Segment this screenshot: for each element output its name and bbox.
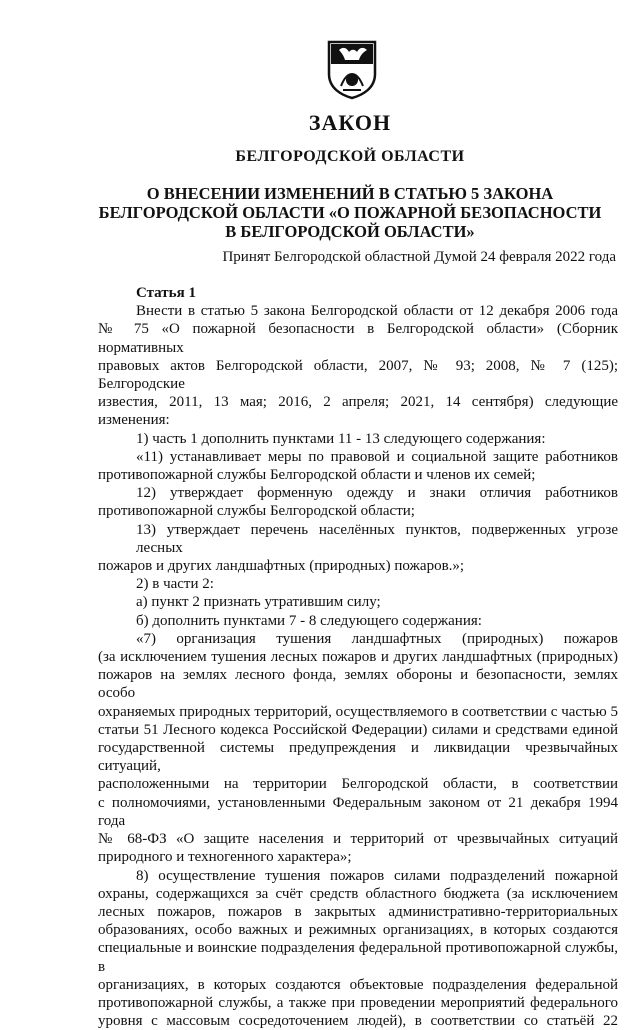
article-body [98,284,618,1030]
text-line: а) пункт 2 признать утратившим силу; [136,594,381,611]
text-line: 8) осуществление тушения пожаров силами подразделений пожарной [136,867,618,884]
subtitle-line: БЕЛГОРОДСКОЙ ОБЛАСТИ «О ПОЖАРНОЙ БЕЗОПАСНОСТИ [98,203,602,222]
text-line: известия, 2011, 13 мая; 2016, 2 апреля; 2021, 14 сентября) следующие изменения: [98,394,618,429]
text-line: «11) устанавливает меры по правовой и социальной защите работников [136,448,618,465]
text-line: лесных пожаров, пожаров в закрытых административно-территориальных [98,903,618,920]
text-line: № 68-ФЗ «О защите населения и территорий от чрезвычайных ситуаций [98,831,618,848]
subtitle-line: В БЕЛГОРОДСКОЙ ОБЛАСТИ» [225,222,475,241]
text-line: специальные и воинские подразделения федеральной противопожарной службы, в [98,940,618,975]
text-line: противопожарной службы Белгородской области и членов их семей; [98,467,536,484]
text-line: противопожарной службы Белгородской области; [98,503,415,520]
text-line: уровня с массовым сосредоточением людей), в соответствии со статьёй 22 [98,1013,618,1030]
law-subtitle [0,184,640,241]
text-line: расположенными на территории Белгородской области, в соответствии [98,776,618,793]
region-name: БЕЛГОРОДСКОЙ ОБЛАСТИ [235,148,465,165]
text-line: охраны, содержащихся за счёт средств областного бюджета (за исключением [98,885,618,902]
text-line: Внести в статью 5 закона Белгородской области от 12 декабря 2006 года [136,303,618,320]
text-line: правовых актов Белгородской области, 2007, № 93; 2008, № 7 (125); Белгородские [98,357,618,393]
text-line: организациях, в которых создаются объектовые подразделения федеральной [98,976,618,993]
text-line: противопожарной службы, а также при проведении мероприятий федерального [98,994,618,1011]
text-line: охраняемых природных территорий, осуществляемого в соответствии с частью 5 [98,703,618,720]
text-line: пожаров на землях лесного фонда, землях обороны и безопасности, землях особо [98,667,618,702]
adoption-note: Принят Белгородской областной Думой 24 февраля 2022 года [222,249,616,265]
text-line: с полномочиями, установленными Федеральным законом от 21 декабря 1994 года [98,794,618,829]
article-heading: Статья 1 [136,285,196,301]
text-line: 13) утверждает перечень населённых пунктов, подверженных угрозе лесных [136,521,618,556]
text-line: статьи 51 Лесного кодекса Российской Федерации) силами и средствами единой [98,721,618,738]
text-line: № 75 «О пожарной безопасности в Белгородской области» (Сборник нормативных [98,321,618,356]
document-title: ЗАКОН [308,110,392,135]
coat-of-arms-emblem [327,40,377,100]
text-line: природного и техногенного характера»; [98,849,352,866]
text-line: б) дополнить пунктами 7 - 8 следующего содержания: [136,612,482,629]
text-line: «7) организация тушения ландшафтных (природных) пожаров [136,630,618,647]
subtitle-line: О ВНЕСЕНИИ ИЗМЕНЕНИЙ В СТАТЬЮ 5 ЗАКОНА [146,184,554,203]
text-line: (за исключением тушения лесных пожаров и других ландшафтных (природных) [98,649,618,666]
text-line: 1) часть 1 дополнить пунктами 11 - 13 следующего содержания: [136,430,546,447]
text-line: государственной системы предупреждения и ликвидации чрезвычайных ситуаций, [98,740,618,775]
text-line: 12) утверждает форменную одежду и знаки отличия работников [136,485,618,502]
text-line: 2) в части 2: [136,576,214,593]
text-line: образованиях, особо важных и режимных организациях, в которых создаются [98,922,618,939]
text-line: пожаров и других ландшафтных (природных) пожаров.»; [98,558,465,575]
